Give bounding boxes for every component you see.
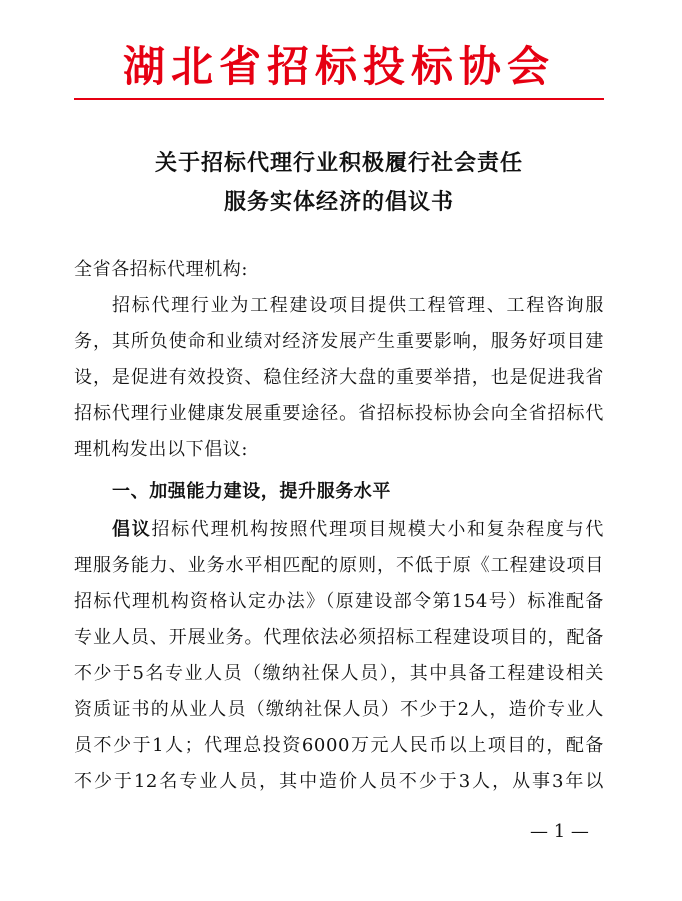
section1-line-5: 不少于5名专业人员（缴纳社保人员），其中具备工程建设相关 [74, 663, 604, 684]
page-number: — 1 — [530, 821, 589, 842]
intro-line-3: 设，是促进有效投资、稳住经济大盘的重要举措，也是促进我省 [74, 367, 604, 388]
section1-line-3: 招标代理机构资格认定办法》（原建设部令第154号）标准配备 [74, 591, 604, 612]
organization-header: 湖北省招标投标协会 [122, 42, 555, 91]
section1-line-1-text: 招标代理机构按照代理项目规模大小和复杂程度与代 [151, 519, 604, 540]
intro-line-1: 招标代理行业为工程建设项目提供工程管理、工程咨询服 [112, 295, 604, 316]
salutation: 全省各招标代理机构: [74, 259, 249, 280]
section1-line-7: 员不少于1人；代理总投资6000万元人民币以上项目的，配备 [74, 735, 604, 756]
header-red-rule [74, 98, 604, 100]
section1-line-2: 理服务能力、业务水平相匹配的原则，不低于原《工程建设项目 [74, 555, 604, 576]
section1-line-6: 资质证书的从业人员（缴纳社保人员）不少于2人，造价专业人 [74, 699, 604, 720]
intro-line-2: 务，其所负使命和业绩对经济发展产生重要影响，服务好项目建 [74, 331, 604, 352]
section-heading-1: 一、加强能力建设，提升服务水平 [112, 481, 391, 502]
document-title-line-2: 服务实体经济的倡议书 [223, 189, 454, 215]
section1-line-8: 不少于12名专业人员，其中造价人员不少于3人，从事3年以 [74, 771, 604, 792]
intro-line-4: 招标代理行业健康发展重要途径。省招标投标协会向全省招标代 [74, 403, 604, 424]
document-title-line-1: 关于招标代理行业积极履行社会责任 [154, 150, 523, 176]
section1-line-1 [112, 514, 604, 546]
section1-line-4: 专业人员、开展业务。代理依法必须招标工程建设项目的，配备 [74, 627, 604, 648]
intro-line-5: 理机构发出以下倡议: [74, 439, 249, 460]
lead-word: 倡议 [112, 519, 152, 540]
